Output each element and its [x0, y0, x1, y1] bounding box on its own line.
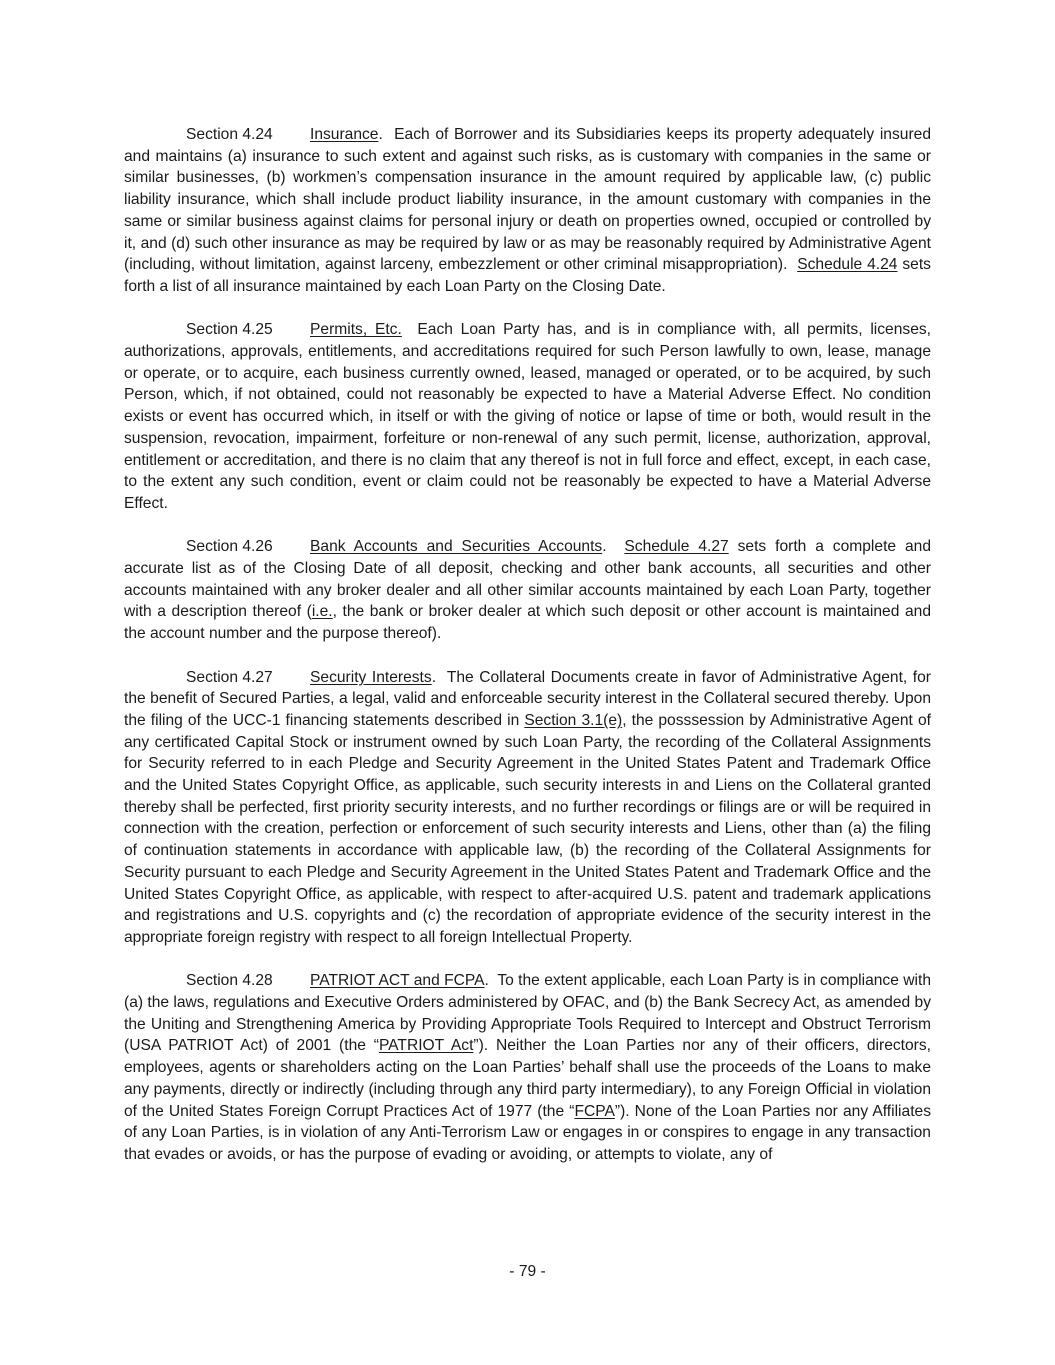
- latin-abbreviation: i.e.: [311, 603, 333, 621]
- defined-term: PATRIOT Act: [378, 1037, 474, 1055]
- section-text: ”). Neither the Loan Parties nor any of their officers, directors, employees, agents or shareholders acting on the Loan Parties’ behalf shall use the proceeds of the Loans to make any payments, directly or indirectly (including through any third party intermediary), to any Foreign Official in violation of the United States Foreign Corrupt Practices Act of 1977 (the “: [124, 1037, 931, 1120]
- title-punctuation: .: [431, 668, 437, 686]
- section-number: Section 4.26: [186, 538, 273, 556]
- section-4-26: [124, 536, 931, 645]
- section-4-28: [124, 970, 931, 1165]
- section-text: sets forth a list of all insurance maintained by each Loan Party on the Closing Date.: [124, 256, 931, 295]
- section-title: Bank Accounts and Securities Accounts: [310, 538, 603, 556]
- section-title: PATRIOT ACT and FCPA: [310, 972, 485, 990]
- section-number: Section 4.25: [186, 321, 273, 339]
- section-text: , the posssession by Administrative Agent of any certificated Capital Stock or instrument owned by such Loan Party, the recording of the Collateral Assignments for Security referred to in each Pledge and Security Agreement in the United States Patent and Trademark Office and the United States Copyright Office, as applicable, such security interests in and Liens on the Collateral granted thereby shall be perfected, first priority security interests, and no further recordings or filings are or will be required in connection with the creation, perfection or enforcement of such security interests and Liens, other than (a) the filing of continuation statements in accordance with applicable law, (b) the recording of the Collateral Assignments for Security pursuant to each Pledge and Security Agreement in the United States Patent and Trademark Office and the United States Copyright Office, as applicable, with respect to after-acquired U.S. patent and trademark applications and registrations and U.S. copyrights and (c) the recordation of appropriate evidence of the security interest in the appropriate foreign registry with respect to all foreign Intellectual Property.: [124, 711, 931, 946]
- document-body: [124, 124, 931, 1187]
- section-text: ”). None of the Loan Parties nor any Affiliates of any Loan Parties, is in violation of any Anti-Terrorism Law or engages in or conspires to engage in any transaction that evades or avoids, or has the purpose of evading or avoiding, or attempts to violate, any of: [124, 1102, 931, 1163]
- section-number: Section 4.24: [186, 126, 273, 143]
- title-punctuation: .: [378, 126, 383, 143]
- section-number: Section 4.28: [186, 972, 273, 990]
- section-title: Insurance: [310, 126, 379, 143]
- schedule-reference: Schedule 4.27: [624, 538, 729, 556]
- section-4-27: [124, 667, 931, 949]
- section-text: Each Loan Party has, and is in compliance with, all permits, licenses, authorizations, approvals, entitlements, and accreditations required for such Person lawfully to own, lease, manage or operate, or to acquire, each business currently owned, leased, managed or operated, or to be acquired, by such Person, which, if not obtained, could not reasonably be expected to have a Material Adverse Effect. No condition exists or event has occurred which, in itself or with the giving of notice or lapse of time or both, would result in the suspension, revocation, impairment, forfeiture or non-renewal of any such permit, license, authorization, approval, entitlement or accreditation, and there is no claim that any thereof is not in full force and effect, except, in each case, to the extent any such condition, event or claim could not be reasonably be expected to have a Material Adverse Effect.: [124, 321, 932, 512]
- section-text: The Collateral Documents create in favor of Administrative Agent, for the benefit of Secured Parties, a legal, valid and enforceable security interest in the Collateral secured thereby. Upon the filing of the UCC-1 financing statements described in: [124, 668, 931, 729]
- section-4-25: [124, 319, 931, 514]
- section-text: , the bank or broker dealer at which such deposit or other account is maintained and the account number and the purpose thereof).: [124, 603, 931, 643]
- section-title: Security Interests: [310, 668, 432, 686]
- section-reference: Section 3.1(e): [524, 711, 623, 729]
- section-text: sets forth a complete and accurate list as of the Closing Date of all deposit, checking and other bank accounts, all securities and other accounts maintained with any broker dealer and all other similar accounts maintained by each Loan Party, together with a description thereof (: [124, 538, 932, 621]
- page-number: - 79 -: [509, 1263, 546, 1280]
- section-4-24: [124, 124, 931, 298]
- title-punctuation: .: [602, 538, 607, 556]
- schedule-reference: Schedule 4.24: [797, 256, 898, 274]
- defined-term: FCPA: [574, 1102, 615, 1120]
- section-text: To the extent applicable, each Loan Party is in compliance with (a) the laws, regulations and Executive Orders administered by OFAC, and (b) the Bank Secrecy Act, as amended by the Uniting and Strengthening America by Providing Appropriate Tools Required to Intercept and Obstruct Terrorism (USA PATRIOT Act) of 2001 (the “: [124, 972, 931, 1055]
- section-text: Each of Borrower and its Subsidiaries keeps its property adequately insured and maintains (a) insurance to such extent and against such risks, as is customary with companies in the same or similar businesses, (b) workmen’s compensation insurance in the amount required by applicable law, (c) public liability insurance, which shall include product liability insurance, in the amount customary with companies in the same or similar business against claims for personal injury or death on properties owned, occupied or controlled by it, and (d) such other insurance as may be required by law or as may be reasonably required by Administrative Agent (including, without limitation, against larceny, embezzlement or other criminal misappropriation).: [124, 126, 931, 274]
- title-punctuation: .: [484, 972, 489, 990]
- section-title: Permits, Etc.: [310, 321, 402, 339]
- section-number: Section 4.27: [186, 668, 273, 686]
